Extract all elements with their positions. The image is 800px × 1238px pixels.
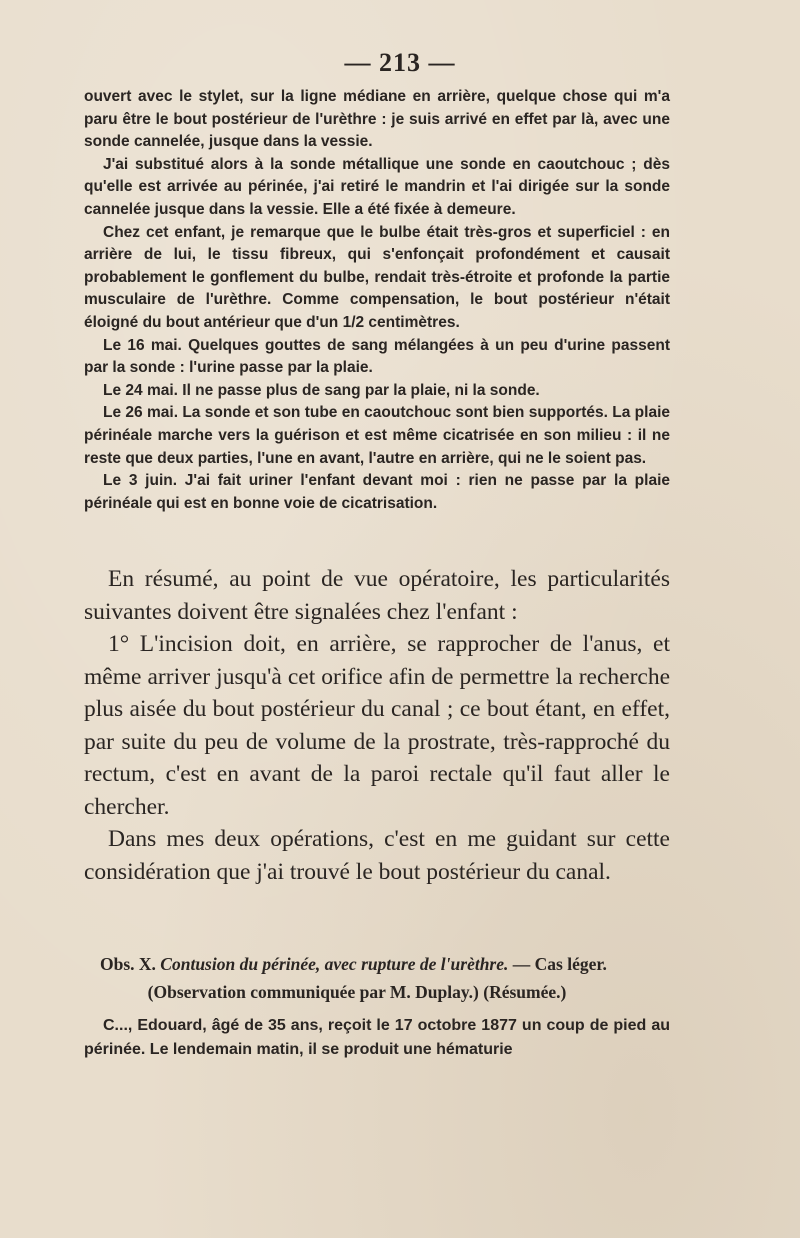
observation-label: Obs. X.	[100, 954, 156, 974]
paragraph: 1° L'incision doit, en arrière, se rapprocher de l'anus, et même arriver jusqu'à cet orifice afin de permettre la recherche plus aisée du bout postérieur du canal ; ce bout étant, en effet, par suite du peu de volume de la prostrate, très-rapproché du rectum, c'est en avant de la paroi rectale qu'il faut aller le chercher.	[84, 631, 670, 820]
summary-section	[84, 563, 670, 888]
paragraph: Le 24 mai. Il ne passe plus de sang par la plaie, ni la sonde.	[103, 381, 540, 399]
paragraph: Le 3 juin. J'ai fait uriner l'enfant devant moi : rien ne passe par la plaie périnéale qui est en bonne voie de cicatrisation.	[84, 472, 670, 512]
observation-heading	[84, 950, 670, 1006]
paragraph: Le 16 mai. Quelques gouttes de sang mélangées à un peu d'urine passent par la sonde : l'urine passe par la plaie.	[84, 336, 670, 377]
paragraph: Le 26 mai. La sonde et son tube en caoutchouc sont bien supportés. La plaie périnéale marche vers la guérison et est même cicatrisée en son milieu : il ne reste que deux parties, l'une en avant, l'autre en arrière, qui ne le soient pas.	[84, 404, 670, 467]
paragraph: J'ai substitué alors à la sonde métallique une sonde en caoutchouc ; dès qu'elle est arrivée au périnée, j'ai retiré le mandrin et l'ai dirigée sur la sonde cannelée jusque dans la vessie. Elle a été fixée à demeure.	[84, 155, 670, 218]
page-number: — 213 —	[344, 48, 456, 77]
paragraph: Chez cet enfant, je remarque que le bulbe était très-gros et superficiel : en arrière de lui, le tissu fibreux, qui s'enfonçait profondément et causait probablement le gonflement du bulbe, rendait très-étroite et profonde la partie musculaire de l'urèthre. Comme compensation, le bout postérieur n'était éloigné du bout antérieur que d'un 1/2 centimètres.	[84, 223, 670, 331]
observation-tag: — Cas léger.	[512, 954, 607, 974]
paragraph: C..., Edouard, âgé de 35 ans, reçoit le 17 octobre 1877 un coup de pied au périnée. Le lendemain matin, il se produit une hématurie	[84, 1017, 670, 1058]
paragraph: En résumé, au point de vue opératoire, les particularités suivantes doivent être signalées chez l'enfant :	[84, 566, 670, 625]
paragraph: ouvert avec le stylet, sur la ligne médiane en arrière, quelque chose qui m'a paru être le bout postérieur de l'urèthre : je suis arrivé en effet par là, avec une sonde cannelée, jusque dans la vessie.	[84, 88, 670, 151]
observation-source: (Observation communiquée par M. Duplay.) (Résumée.)	[147, 982, 567, 1002]
case-notes	[84, 86, 670, 515]
observation-body	[84, 1014, 670, 1062]
paragraph: Dans mes deux opérations, c'est en me guidant sur cette considération que j'ai trouvé le bout postérieur du canal.	[84, 826, 670, 885]
observation-title: Contusion du périnée, avec rupture de l'urèthre.	[160, 954, 509, 974]
observation-title-line	[84, 950, 670, 978]
